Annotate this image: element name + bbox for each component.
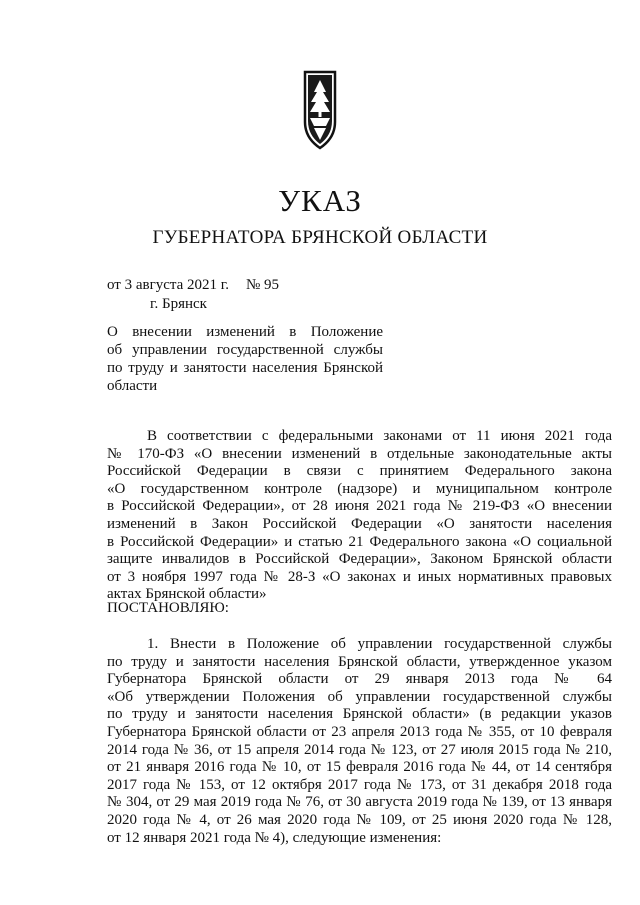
text-line: 2017 года № 153, от 12 октября 2017 года № 173, от 31 декабря 2018 года xyxy=(107,776,612,793)
text-line: изменений в Закон Российской Федерации «О занятости населения xyxy=(107,515,612,532)
decree-subject xyxy=(107,323,383,395)
text-line: по труду и занятости населения Брянской области» (в редакции указов xyxy=(107,706,612,723)
subject-line: О внесении изменений в Положение xyxy=(107,324,383,340)
text-line: 2014 года № 36, от 15 апреля 2014 года № 123, от 27 июля 2015 года № 210, xyxy=(107,741,612,758)
text-line: В соответствии с федеральными законами от 11 июня 2021 года xyxy=(147,428,612,444)
text-line: Российской Федерации в связи с принятием Федерального закона xyxy=(107,463,612,480)
text-line: от 12 января 2021 года № 4), следующие изменения: xyxy=(107,829,442,846)
decree-city: г. Брянск xyxy=(150,296,207,312)
text-line: от 3 ноября 1997 года № 28-З «О законах и иных нормативных правовых xyxy=(107,568,612,585)
text-line: № 170-ФЗ «О внесении изменений в отдельные законодательные акты xyxy=(107,445,612,462)
bryansk-coat-of-arms-icon xyxy=(303,70,337,150)
text-line: «Об утверждении Положения об управлении государственной службы xyxy=(107,688,612,705)
text-line: «О государственном контроле (надзоре) и муниципальном контроле xyxy=(107,480,612,497)
text-line: в Российской Федерации» и статью 21 Федерального закона «О социальной xyxy=(107,533,612,550)
decree-word: ПОСТАНОВЛЯЮ: xyxy=(107,600,229,616)
decree-number: № 95 xyxy=(246,277,280,293)
decree-date: от 3 августа 2021 г. xyxy=(107,277,230,293)
text-line: 2020 года № 4, от 26 мая 2020 года № 109, от 25 июня 2020 года № 128, xyxy=(107,811,612,828)
subject-line: об управлении государственной службы xyxy=(107,342,383,358)
text-line: в Российской Федерации», от 28 июня 2021 года № 219-ФЗ «О внесении xyxy=(107,498,612,515)
subject-line: области xyxy=(107,378,158,394)
text-line: № 304, от 29 мая 2019 года № 76, от 30 августа 2019 года № 139, от 13 января xyxy=(107,794,612,811)
text-line: Губернатора Брянской области от 29 января 2013 года № 64 xyxy=(107,671,612,688)
clause-1-paragraph xyxy=(107,636,612,847)
text-line: по труду и занятости населения Брянской области, утвержденное указом xyxy=(107,653,612,670)
document-subtitle: ГУБЕРНАТОРА БРЯНСКОЙ ОБЛАСТИ xyxy=(152,227,488,248)
preamble-paragraph xyxy=(107,428,612,604)
subject-line: по труду и занятости населения Брянской xyxy=(107,360,383,376)
text-line: Губернатора Брянской области от 23 апреля 2013 года № 355, от 10 февраля xyxy=(107,723,612,740)
text-line: защите инвалидов в Российской Федерации», Законом Брянской области xyxy=(107,551,612,568)
document-title: УКАЗ xyxy=(278,183,362,218)
text-line: от 21 января 2016 года № 10, от 15 февраля 2016 года № 44, от 14 сентября xyxy=(107,759,612,776)
text-line: актах Брянской области» xyxy=(107,586,267,603)
text-line: 1. Внести в Положение об управлении государственной службы xyxy=(147,636,612,652)
